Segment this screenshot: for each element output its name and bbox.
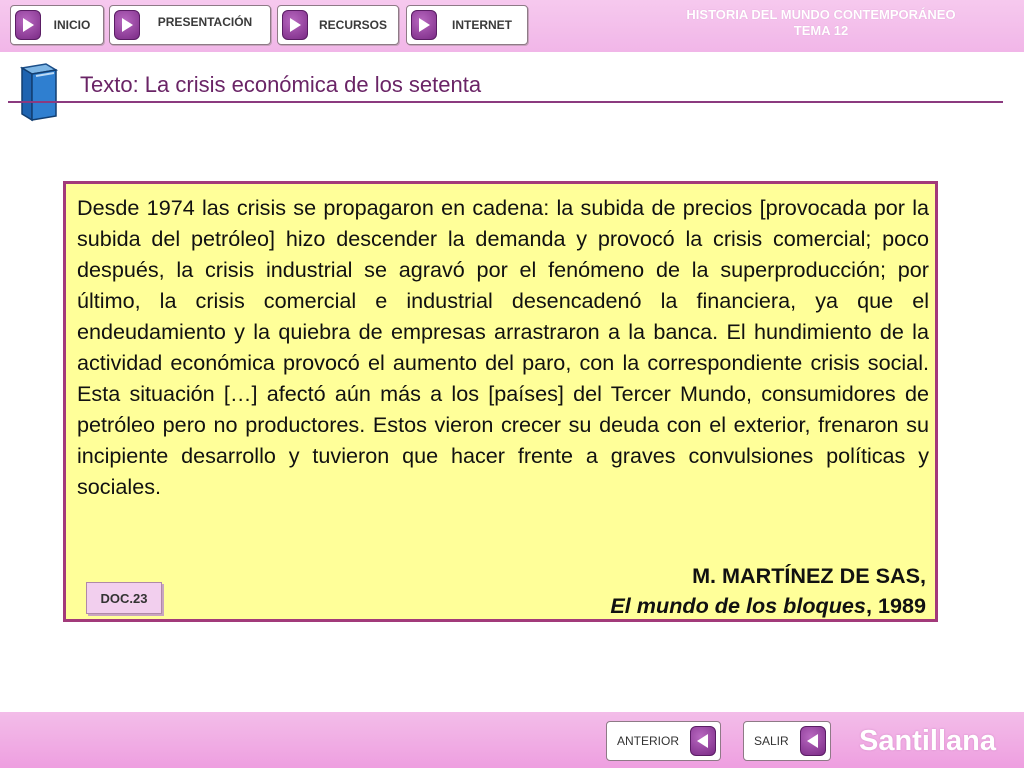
- brand-logo: Santillana: [859, 725, 996, 757]
- salir-label: SALIR: [754, 734, 789, 748]
- recursos-label: RECURSOS: [318, 18, 387, 32]
- recursos-button[interactable]: [277, 5, 399, 45]
- book-title: El mundo de los bloques: [610, 593, 866, 618]
- anterior-button[interactable]: [606, 721, 721, 761]
- internet-label: INTERNET: [452, 18, 512, 32]
- document-citation: [610, 561, 926, 621]
- book-icon: [16, 62, 60, 122]
- document-text: Desde 1974 las crisis se propagaron en cadena: la subida de precios [provocada por la subida del petróleo] hizo descender la demanda y provocó la crisis comercial; poco después, la crisis industrial se agravó por el fenómeno de la superproducción; por último, la crisis comercial e industrial desencadenó la financiera, ya que el endeudamiento y la quiebra de empresas arrastraron a la banca. El hundimiento de la actividad económica provocó el aumento del paro, con la correspondiente crisis social. Esta situación […] afectó aún más a los [países] del Tercer Mundo, consumidores de petróleo pero no productores. Estos vieron crecer su deuda con el exterior, frenaron su incipiente desarrollo y tuvieron que hacer frente a graves convulsiones políticas y sociales.: [77, 195, 929, 499]
- anterior-label: ANTERIOR: [617, 734, 680, 748]
- course-title: HISTORIA DEL MUNDO CONTEMPORÁNEO: [686, 7, 956, 22]
- presentacion-button[interactable]: [109, 5, 271, 45]
- doc-badge: DOC.23: [86, 582, 162, 614]
- page-title: Texto: La crisis económica de los setenta: [80, 72, 482, 97]
- author-name: M. MARTÍNEZ DE SAS,: [692, 563, 926, 588]
- play-right-icon: [411, 10, 437, 40]
- play-left-icon: [690, 726, 716, 756]
- title-divider: [8, 101, 1003, 103]
- internet-button[interactable]: [406, 5, 528, 45]
- play-left-icon: [800, 726, 826, 756]
- presentacion-label: PRESENTACIÓN: [157, 15, 253, 29]
- salir-button[interactable]: [743, 721, 831, 761]
- document-box: [63, 181, 938, 622]
- inicio-label: INICIO: [53, 18, 91, 32]
- play-right-icon: [15, 10, 41, 40]
- publication-year: , 1989: [865, 593, 926, 618]
- play-right-icon: [114, 10, 140, 40]
- inicio-button[interactable]: [10, 5, 104, 45]
- unit-title: TEMA 12: [793, 23, 849, 38]
- book-reference: [610, 591, 926, 621]
- play-right-icon: [282, 10, 308, 40]
- course-header: [636, 7, 1006, 39]
